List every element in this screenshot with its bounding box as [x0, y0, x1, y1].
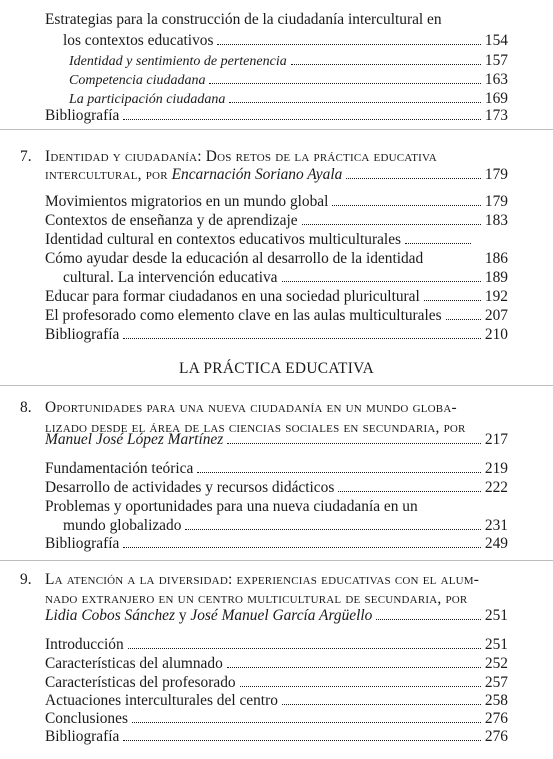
page-number: 219: [484, 460, 508, 477]
entry-text: Identidad cultural en contextos educativos multiculturales: [45, 231, 402, 248]
page-number: 183: [484, 212, 508, 229]
page-number: 251: [484, 636, 508, 653]
toc-entry[interactable]: [45, 533, 508, 555]
leader-dots: [217, 44, 480, 45]
entry-text: Cómo ayudar desde la educación al desarrollo de la identidad: [45, 250, 424, 267]
chapter-title-text: intercultural, por: [45, 166, 168, 183]
entry-text: Contextos de enseñanza y de aprendizaje: [45, 212, 298, 229]
leader-dots: [282, 704, 481, 705]
page-number: 251: [484, 607, 508, 624]
entry-text: los contextos educativos: [63, 32, 214, 49]
chapter-title[interactable]: [45, 397, 515, 419]
page-number: 249: [484, 535, 508, 552]
leader-dots: [446, 319, 481, 320]
toc-entry[interactable]: [63, 30, 508, 52]
entry-text: Bibliografía: [45, 326, 120, 343]
leader-dots: [209, 83, 480, 84]
chapter-author: Encarnación Soriano Ayala: [171, 166, 343, 183]
chapter-title-text: La atención a la diversidad: experiencias educativas con el alum-: [45, 571, 480, 588]
page-number: 217: [484, 431, 508, 448]
chapter-author-line[interactable]: [45, 605, 508, 627]
page-number: 252: [484, 655, 508, 672]
leader-dots: [123, 740, 481, 741]
entry-text: Educar para formar ciudadanos en una sociedad pluricultural: [45, 288, 420, 305]
chapter-author: José Manuel García Argüello: [190, 607, 373, 624]
chapter-title-text: lizado desde el área de las ciencias sociales en secundaria, por: [45, 419, 466, 436]
entry-text: Movimientos migratorios en un mundo global: [45, 193, 329, 210]
leader-dots: [132, 722, 481, 723]
leader-dots: [346, 178, 481, 179]
chapter-number: 7.: [20, 148, 32, 165]
entry-text: Bibliografía: [45, 107, 120, 124]
page-number: 258: [484, 692, 508, 709]
leader-dots: [291, 64, 481, 65]
toc-entry[interactable]: [45, 105, 508, 127]
entry-text: Estrategias para la construcción de la ciudadanía intercultural en: [45, 11, 442, 28]
entry-text: mundo globalizado: [63, 517, 182, 534]
leader-dots: [123, 119, 481, 120]
section-title: LA PRÁCTICA EDUCATIVA: [179, 360, 374, 377]
chapter-title-line[interactable]: [45, 164, 508, 186]
page-number: 231: [484, 517, 508, 534]
page-number: 189: [484, 269, 508, 286]
page-number: 192: [484, 288, 508, 305]
entry-text: Bibliografía: [45, 535, 120, 552]
entry-text: Actuaciones interculturales del centro: [45, 692, 278, 709]
leader-dots: [123, 338, 481, 339]
leader-dots: [376, 619, 481, 620]
leader-dots: [197, 472, 481, 473]
leader-dots: [227, 667, 481, 668]
entry-text: La participación ciudadana: [69, 92, 226, 107]
leader-dots: [302, 224, 481, 225]
chapter-title-text: Oportunidades para una nueva ciudadanía en un mundo globa-: [45, 399, 457, 416]
leader-dots: [282, 281, 481, 282]
chapter-author: Manuel José López Martínez: [45, 431, 224, 448]
page-number: 169: [484, 90, 508, 107]
page-number: 276: [484, 710, 508, 727]
leader-dots: [424, 300, 481, 301]
entry-text: Desarrollo de actividades y recursos didácticos: [45, 479, 335, 496]
entry-text: Introducción: [45, 636, 124, 653]
leader-dots: [338, 491, 481, 492]
page-number: 186: [484, 250, 508, 267]
entry-text: Identidad y sentimiento de pertenencia: [69, 54, 287, 69]
leader-dots: [240, 686, 481, 687]
chapter-number: 8.: [20, 399, 32, 416]
author-conjunction: y: [178, 607, 187, 624]
page-number: 257: [484, 674, 508, 691]
page-number: 276: [484, 728, 508, 745]
chapter-number: 9.: [20, 571, 32, 588]
divider: [0, 129, 553, 130]
entry-text: Competencia ciudadana: [69, 73, 206, 88]
entry-text: Conclusiones: [45, 710, 128, 727]
leader-dots: [229, 102, 481, 103]
chapter-author: Lidia Cobos Sánchez: [45, 607, 175, 624]
chapter-title-text: nado extranjero en un centro multicultural de secundaria, por: [45, 590, 468, 607]
toc-entry[interactable]: [45, 726, 508, 748]
entry-text: Fundamentación teórica: [45, 460, 194, 477]
leader-dots: [332, 205, 480, 206]
entry-text: Problemas y oportunidades para una nueva ciudadanía en un: [45, 498, 418, 515]
entry-text: El profesorado como elemento clave en las aulas multiculturales: [45, 307, 442, 324]
page-number: 210: [484, 326, 508, 343]
page-number: 179: [484, 193, 508, 210]
divider: [0, 560, 553, 561]
leader-dots: [128, 648, 481, 649]
leader-dots: [405, 243, 471, 244]
entry-text: Características del alumnado: [45, 655, 223, 672]
page-number: 157: [484, 52, 508, 69]
leader-dots: [123, 547, 481, 548]
divider: [0, 385, 553, 386]
page-number: 173: [484, 107, 508, 124]
toc-entry[interactable]: [45, 324, 508, 346]
page-number: 163: [484, 71, 508, 88]
entry-text: Bibliografía: [45, 728, 120, 745]
chapter-title-text: Identidad y ciudadanía: Dos retos de la práctica educativa: [45, 148, 437, 165]
page-number: 222: [484, 479, 508, 496]
page-number: 179: [484, 166, 508, 183]
page-number: 207: [484, 307, 508, 324]
toc-entry-text: [45, 9, 515, 31]
chapter-author-line[interactable]: [45, 429, 508, 451]
page-number: 154: [484, 32, 508, 49]
entry-text: cultural. La intervención educativa: [63, 269, 278, 286]
entry-text: Características del profesorado: [45, 674, 236, 691]
leader-dots: [227, 443, 481, 444]
leader-dots: [185, 529, 481, 530]
